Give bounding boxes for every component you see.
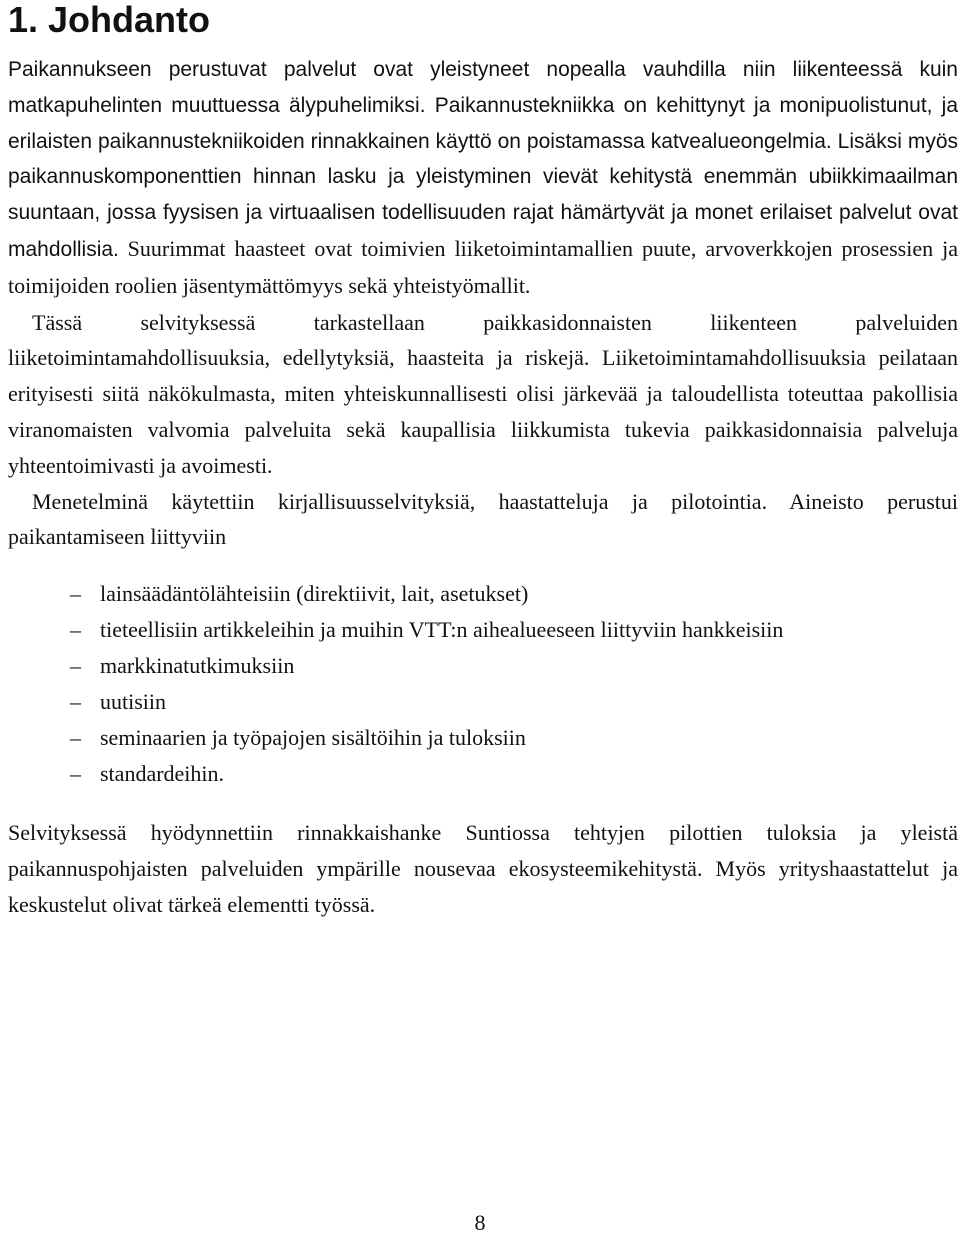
section-heading: 1. Johdanto [8, 0, 211, 40]
list-item [8, 759, 958, 795]
document-page [8, 0, 958, 923]
list-item-text: standardeihin. [100, 761, 225, 787]
dash-bullet: – [70, 689, 81, 715]
intro-sans-text: Paikannukseen perustuvat palvelut ovat yleistyneet nopealla vauhdilla niin liikenteessä kuin matkapuhelinten muuttuessa älypuhelimiksi. Paikannustekniikka on kehittynyt ja monipuolistunut, ja erilaisten paikannustekniikoiden rinnakkainen käyttö on poistamassa katvealueongelmia. Lisäksi myös paikannuskomponenttien hinnan lasku ja yleistyminen vievät kehitystä enemmän ubiikkimaailman suuntaan, jossa fyysisen ja virtuaalisen todellisuuden rajat hämärtyvät ja monet erilaiset palvelut ovat mahdollisia. [8, 58, 958, 261]
list-item [8, 723, 958, 759]
list-item [8, 579, 958, 615]
scope-paragraph: Tässä selvityksessä tarkastellaan paikkasidonnaisten liikenteen palveluiden liiketoimintamahdollisuuksia, edellytyksiä, haasteita ja riskejä. Liiketoimintamahdollisuuksia peilataan erityisesti siitä näkökulmasta, miten yhteiskunnallisesti olisi järkevää ja taloudellista toteuttaa pakollisia viranomaisten valvomia palveluita sekä kaupallisia liikkumista tukevia paikkasidonnaisia palveluja yhteentoimivasti ja avoimesti. [8, 309, 958, 478]
list-item [8, 615, 958, 651]
list-item-text: lainsäädäntölähteisiin (direktiivit, lait, asetukset) [100, 581, 529, 607]
dash-bullet: – [70, 725, 81, 751]
list-item [8, 687, 958, 723]
list-item-text: tieteellisiin artikkeleihin ja muihin VTT:n aihealueeseen liittyviin hankkeisiin [100, 617, 784, 643]
page-number: 8 [474, 1210, 486, 1235]
list-item [8, 651, 958, 687]
dash-bullet: – [70, 761, 81, 787]
dash-bullet: – [70, 581, 81, 607]
list-item-text: seminaarien ja työpajojen sisältöihin ja tuloksiin [100, 725, 526, 751]
dash-bullet: – [70, 653, 81, 679]
list-item-text: markkinatutkimuksiin [100, 653, 295, 679]
dash-bullet: – [70, 617, 81, 643]
intro-paragraph [8, 52, 958, 305]
source-list [8, 579, 958, 795]
list-item-text: uutisiin [100, 689, 167, 715]
intro-serif-text: Suurimmat haasteet ovat toimivien liiketoimintamallien puute, arvoverkkojen prosessien ja toimijoiden roolien jäsentymättömyys sekä yhteistyömallit. [8, 235, 959, 298]
closing-paragraph: Selvityksessä hyödynnettiin rinnakkaishanke Suntiossa tehtyjen pilottien tuloksia ja yleistä paikannuspohjaisten palveluiden ympärille nousevaa ekosysteemikehitystä. Myös yrityshaastattelut ja keskustelut olivat tärkeä elementti työssä. [8, 820, 958, 917]
methods-paragraph: Menetelminä käytettiin kirjallisuusselvityksiä, haastatteluja ja pilotointia. Aineisto perustui paikantamiseen liittyviin [8, 488, 958, 550]
